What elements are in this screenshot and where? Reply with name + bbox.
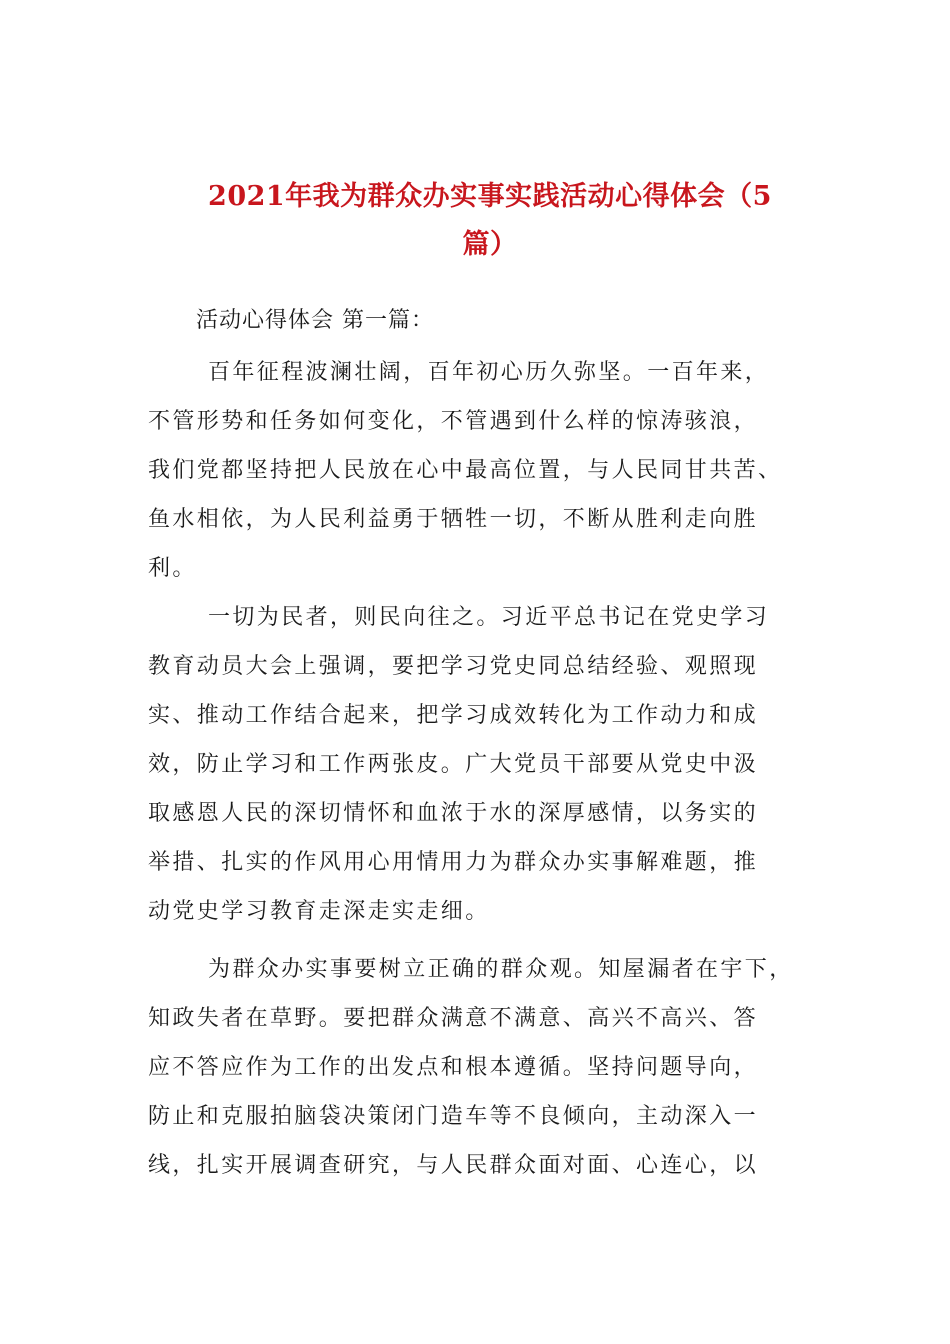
paragraph-1-line-2: 不管形势和任务如何变化，不管遇到什么样的惊涛骇浪， xyxy=(148,409,759,434)
paragraph-3-line-5: 线，扎实开展调查研究，与人民群众面对面、心连心，以 xyxy=(148,1153,759,1178)
paragraph-3-line-1: 为群众办实事要树立正确的群众观。知屋漏者在宇下， xyxy=(208,957,794,982)
paragraph-2-line-4: 效，防止学习和工作两张皮。广大党员干部要从党史中汲 xyxy=(148,752,759,777)
document-title-line-1: 2021年我为群众办实事实践活动心得体会（5 xyxy=(208,181,772,212)
paragraph-1-line-3: 我们党都坚持把人民放在心中最高位置，与人民同甘共苦、 xyxy=(148,458,783,483)
paragraph-2-line-3: 实、推动工作结合起来，把学习成效转化为工作动力和成 xyxy=(148,703,759,728)
paragraph-3-line-3: 应不答应作为工作的出发点和根本遵循。坚持问题导向， xyxy=(148,1055,759,1080)
paragraph-3-line-4: 防止和克服拍脑袋决策闭门造车等不良倾向，主动深入一 xyxy=(148,1104,759,1129)
paragraph-1-line-5: 利。 xyxy=(148,556,197,581)
document-title-line-2: 篇） xyxy=(462,229,518,260)
paragraph-1-line-1: 百年征程波澜壮阔，百年初心历久弥坚。一百年来， xyxy=(208,360,770,385)
section-heading: 活动心得体会 第一篇： xyxy=(196,308,434,333)
paragraph-1-line-4: 鱼水相依，为人民利益勇于牺牲一切，不断从胜利走向胜 xyxy=(148,507,759,532)
paragraph-2-line-5: 取感恩人民的深切情怀和血浓于水的深厚感情，以务实的 xyxy=(148,801,759,826)
paragraph-2-line-6: 举措、扎实的作风用心用情用力为群众办实事解难题，推 xyxy=(148,850,759,875)
paragraph-2-line-7: 动党史学习教育走深走实走细。 xyxy=(148,899,490,924)
paragraph-2-line-1: 一切为民者，则民向往之。习近平总书记在党史学习 xyxy=(208,605,770,630)
paragraph-2-line-2: 教育动员大会上强调，要把学习党史同总结经验、观照现 xyxy=(148,654,759,679)
paragraph-3-line-2: 知政失者在草野。要把群众满意不满意、高兴不高兴、答 xyxy=(148,1006,759,1031)
